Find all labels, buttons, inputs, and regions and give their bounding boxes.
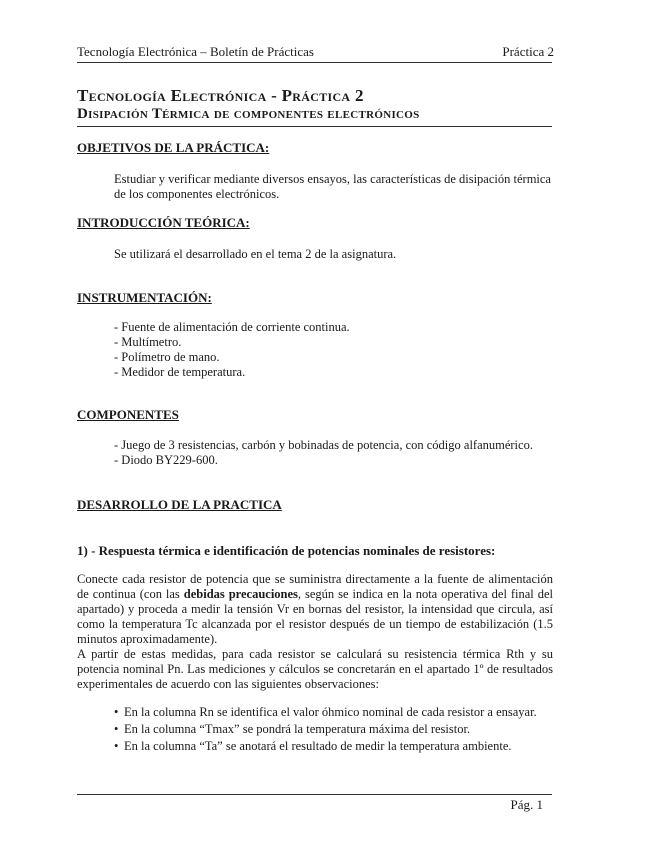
document-subtitle: Disipación Térmica de componentes electrónicos xyxy=(77,106,420,122)
list-item: - Polímetro de mano. xyxy=(114,350,220,364)
objetivos-text: Estudiar y verificar mediante diversos ensayos, las características de disipación térmica de los componentes electrónicos. xyxy=(114,172,551,201)
introduccion-heading: INTRODUCCIÓN TEÓRICA: xyxy=(77,215,250,230)
componentes-heading: COMPONENTES xyxy=(77,407,179,422)
list-item xyxy=(114,704,554,721)
desarrollo-paragraph-2: A partir de estas medidas, para cada resistor se calculará su resistencia térmica Rth y su potencia nominal Pn. Las mediciones y cálculos se concretarán en el apartado 1º de resultados experimentales de acuerdo con las siguientes observaciones: xyxy=(77,647,553,691)
header-rule xyxy=(77,62,552,63)
title-rule xyxy=(77,126,552,127)
header-left-text: Tecnología Electrónica – Boletín de Prácticas xyxy=(77,44,314,59)
list-item-text: En la columna “Ta” se anotará el resultado de medir la temperatura ambiente. xyxy=(124,739,512,753)
footer-rule xyxy=(77,794,552,795)
header-right-text: Práctica 2 xyxy=(502,44,554,59)
objetivos-heading: OBJETIVOS DE LA PRÁCTICA: xyxy=(77,140,270,155)
bullet-icon: • xyxy=(114,722,119,736)
list-item: - Diodo BY229-600. xyxy=(114,453,218,467)
list-item-text: En la columna Rn se identifica el valor óhmico nominal de cada resistor a ensayar. xyxy=(124,705,537,719)
list-item-text: En la columna “Tmax” se pondrá la temperatura máxima del resistor. xyxy=(124,722,471,736)
list-item: - Multímetro. xyxy=(114,335,182,349)
componentes-list xyxy=(114,438,554,468)
instrumentacion-list xyxy=(114,320,554,380)
document-title: Tecnología Electrónica - Práctica 2 xyxy=(77,86,364,105)
paragraph-text: , según se indica en la nota operativa del final del apartado) y proceda a medir la tensión Vr en bornas del resistor, la intensidad que circula, así como la temperatura Tc alcanzada por el resistor después de un tiempo de estabilización (1.5 minutos aproximadamente). xyxy=(77,587,553,646)
introduccion-text: Se utilizará el desarrollado en el tema 2 de la asignatura. xyxy=(114,247,397,261)
bullet-icon: • xyxy=(114,739,119,753)
list-item: - Juego de 3 resistencias, carbón y bobinadas de potencia, con código alfanumérico. xyxy=(114,438,533,452)
bullet-icon: • xyxy=(114,705,119,719)
emphasis-text: debidas precauciones xyxy=(183,587,298,601)
desarrollo-bullet-list xyxy=(114,704,554,755)
desarrollo-heading: DESARROLLO DE LA PRACTICA xyxy=(77,497,282,512)
list-item: - Fuente de alimentación de corriente continua. xyxy=(114,320,350,334)
desarrollo-paragraph-1 xyxy=(77,572,553,647)
list-item: - Medidor de temperatura. xyxy=(114,365,246,379)
page-number: Pág. 1 xyxy=(510,797,543,812)
paragraph-text: Conecte cada resistor de potencia que se suministra directamente a la fuente de alimentación de continua (con las xyxy=(77,572,553,601)
list-item xyxy=(114,738,554,755)
desarrollo-subheading: 1) - Respuesta térmica e identificación de potencias nominales de resistores: xyxy=(77,543,496,558)
instrumentacion-heading: INSTRUMENTACIÓN: xyxy=(77,290,212,305)
list-item xyxy=(114,721,554,738)
